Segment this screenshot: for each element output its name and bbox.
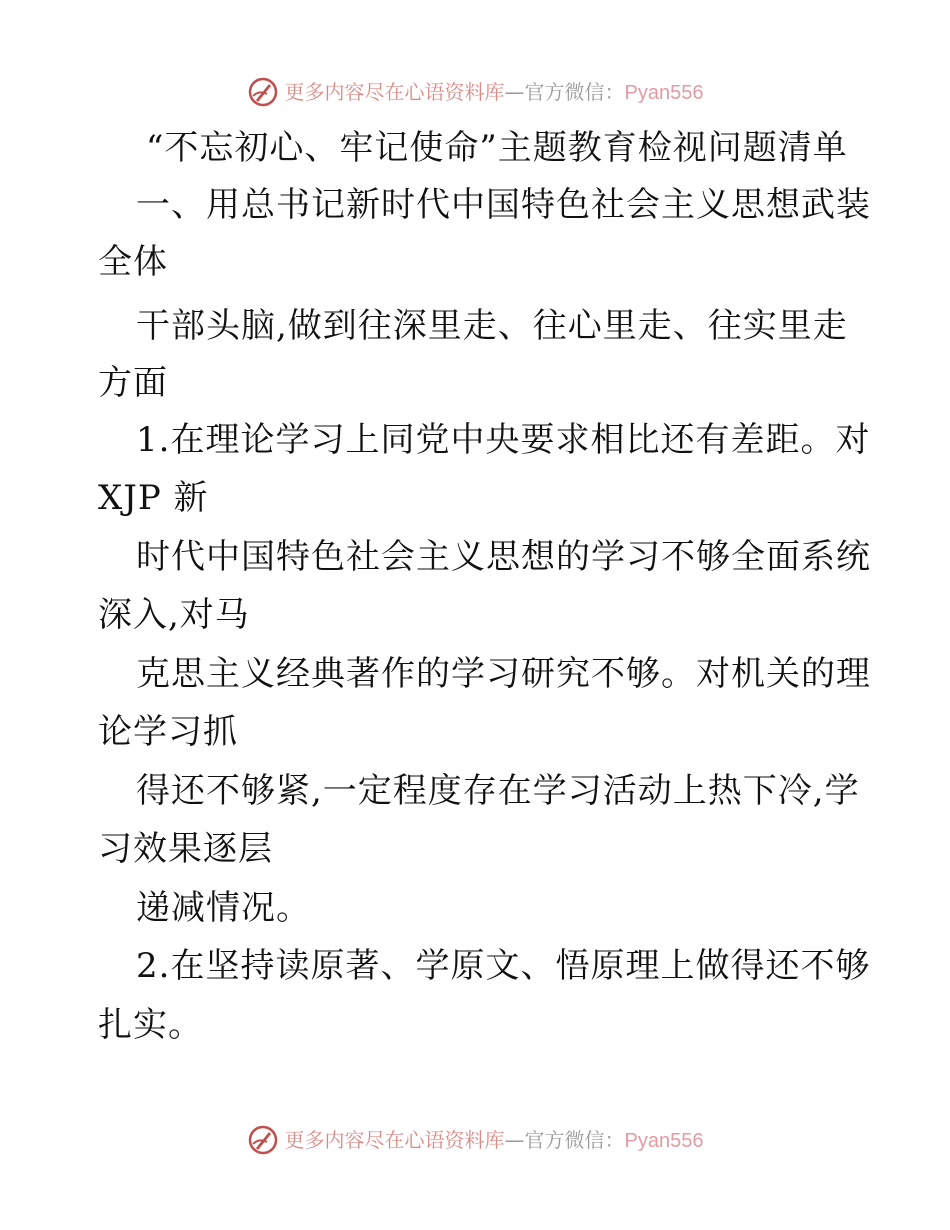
doc-line-8: 深入,对马	[98, 595, 250, 635]
doc-line-10: 论学习抓	[98, 712, 238, 752]
doc-line-5: 1.在理论学习上同党中央要求相比还有差距。对	[136, 420, 871, 460]
watermark-wechat-id: Pyan556	[624, 81, 704, 104]
quill-circle-icon	[247, 1124, 279, 1156]
doc-line-3: 干部头脑,做到往深里走、往心里走、往实里走	[136, 306, 848, 346]
doc-line-14: 2.在坚持读原著、学原文、悟原理上做得还不够	[136, 946, 871, 986]
document-title: “不忘初心、牢记使命”主题教育检视问题清单	[146, 128, 848, 168]
doc-line-2: 全体	[98, 242, 168, 282]
watermark-site-text: 更多内容尽在心语资料库	[284, 79, 505, 104]
watermark-dash: —	[504, 1127, 525, 1152]
watermark-site-text: 更多内容尽在心语资料库	[284, 1127, 505, 1152]
quill-circle-icon	[247, 76, 279, 108]
doc-line-9: 克思主义经典著作的学习研究不够。对机关的理	[136, 654, 871, 694]
watermark-wechat-label: 官方微信：	[524, 79, 625, 104]
watermark-header	[0, 72, 950, 112]
doc-line-11: 得还不够紧,一定程度存在学习活动上热下冷,学	[136, 771, 860, 811]
watermark-wechat-id: Pyan556	[624, 1129, 704, 1152]
doc-line-1: 一、用总书记新时代中国特色社会主义思想武装	[136, 185, 871, 225]
watermark-dash: —	[504, 79, 525, 104]
watermark-footer	[0, 1120, 950, 1160]
doc-line-13: 递减情况。	[136, 888, 311, 928]
doc-line-7: 时代中国特色社会主义思想的学习不够全面系统	[136, 537, 871, 577]
doc-line-15: 扎实。	[98, 1005, 203, 1045]
watermark-wechat-label: 官方微信：	[524, 1127, 625, 1152]
doc-line-4: 方面	[98, 363, 168, 403]
doc-line-12: 习效果逐层	[98, 829, 273, 869]
doc-line-6: XJP 新	[98, 478, 209, 518]
